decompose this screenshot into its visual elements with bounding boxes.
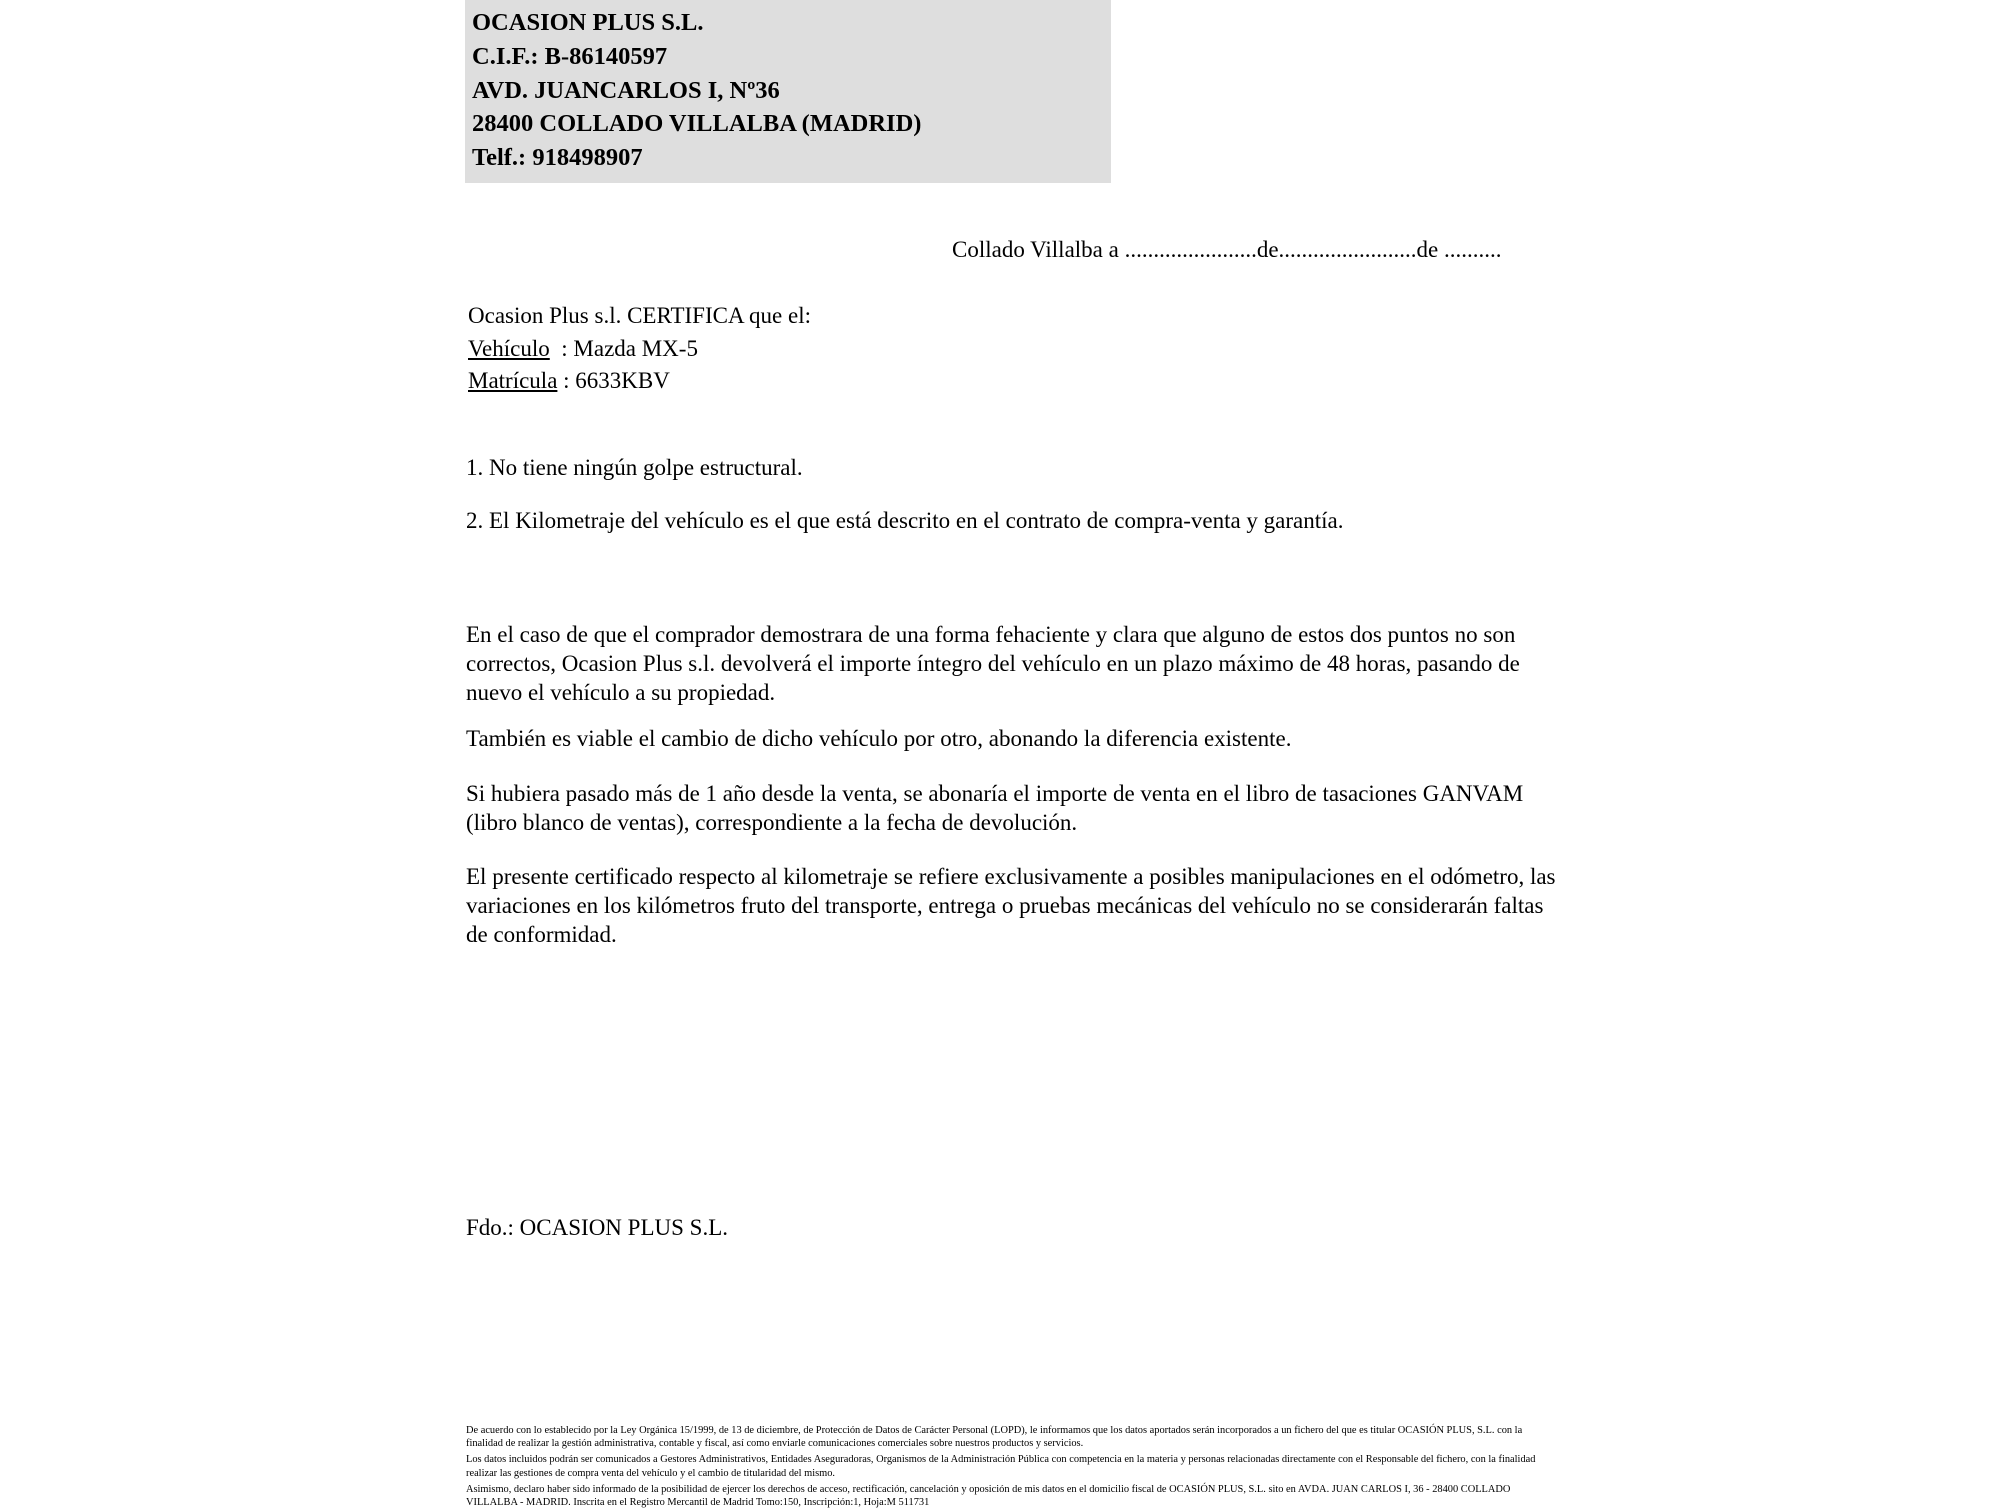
letterhead-address: AVD. JUANCARLOS I, Nº36: [472, 76, 780, 104]
plate-separator: :: [557, 368, 576, 394]
legal-footer-paragraph-2: Los datos incluidos podrán ser comunicados a Gestores Administrativos, Entidades Aseguradoras, Organismos de la Administración Pública con competencia en la materia y personas relacionadas directamente con el Responsable del fichero, con la finalidad realizar las gestiones de compra venta del vehículo y el cambio de titularidad del mismo.: [466, 1454, 1536, 1479]
certified-point-2: 2. El Kilometraje del vehículo es el que está descrito en el contrato de compra-venta y garantía.: [466, 508, 1344, 533]
letterhead-company-name: OCASION PLUS S.L.: [472, 9, 704, 36]
paragraph-refund-terms: En el caso de que el comprador demostrara de una forma fehaciente y clara que alguno de estos dos puntos no son correctos, Ocasion Plus s.l. devolverá el importe íntegro del vehículo en un plazo máximo de 48 horas, pasando de nuevo el vehículo a su propiedad.: [466, 622, 1520, 706]
paragraph-odometer-scope: El presente certificado respecto al kilometraje se refiere exclusivamente a posibles manipulaciones en el odómetro, las variaciones en los kilómetros fruto del transporte, entrega o pruebas mecánicas del vehículo no se considerarán faltas de conformidad.: [466, 864, 1556, 948]
vehicle-separator: :: [549, 335, 574, 361]
plate-value: 6633KBV: [575, 368, 670, 394]
letterhead-phone: Telf.: 918498907: [472, 144, 643, 172]
paragraph-ganvam-valuation: Si hubiera pasado más de 1 año desde la venta, se abonaría el importe de venta en el libro de tasaciones GANVAM (libro blanco de ventas), correspondiente a la fecha de devolución.: [466, 781, 1524, 836]
company-letterhead: [465, 0, 1111, 183]
certification-intro: Ocasion Plus s.l. CERTIFICA que el:: [468, 303, 811, 328]
certified-point-1: 1. No tiene ningún golpe estructural.: [466, 455, 803, 480]
letterhead-cif: C.I.F.: B-86140597: [472, 42, 668, 70]
letterhead-city: 28400 COLLADO VILLALBA (MADRID): [472, 110, 922, 138]
vehicle-value: Mazda MX-5: [573, 335, 698, 361]
vehicle-label: Vehículo: [468, 335, 550, 361]
legal-footer: [466, 1424, 1556, 1512]
plate-label: Matrícula: [468, 368, 558, 394]
paragraph-vehicle-exchange: También es viable el cambio de dicho vehículo por otro, abonando la diferencia existente.: [466, 726, 1292, 751]
signature-line: Fdo.: OCASION PLUS S.L.: [466, 1215, 728, 1240]
legal-footer-paragraph-1: De acuerdo con lo establecido por la Ley Orgánica 15/1999, de 13 de diciembre, de Protección de Datos de Carácter Personal (LOPD), le informamos que los datos aportados serán incorporados a un fichero del que es titular OCASIÓN PLUS, S.L. con la finalidad de realizar la gestión administrativa, contable y fiscal, así como enviarle comunicaciones comerciales sobre nuestros productos y servicios.: [466, 1425, 1523, 1450]
certification-block: [468, 300, 811, 398]
vehicle-row: [468, 333, 811, 366]
legal-footer-paragraph-3: Asimismo, declaro haber sido informado de la posibilidad de ejercer los derechos de acceso, rectificación, cancelación y oposición de mis datos en el domicilio fiscal de OCASIÓN PLUS, S.L. sito en AVDA. JUAN CARLOS I, 36 - 28400 COLLADO VILLALBA - MADRID. Inscrita en el Registro Mercantil de Madrid Tomo:150, Inscripción:1, Hoja:M 511731: [466, 1483, 1511, 1509]
date-line: Collado Villalba a .......................de........................de ..........: [952, 237, 1502, 262]
plate-row: [468, 365, 811, 398]
